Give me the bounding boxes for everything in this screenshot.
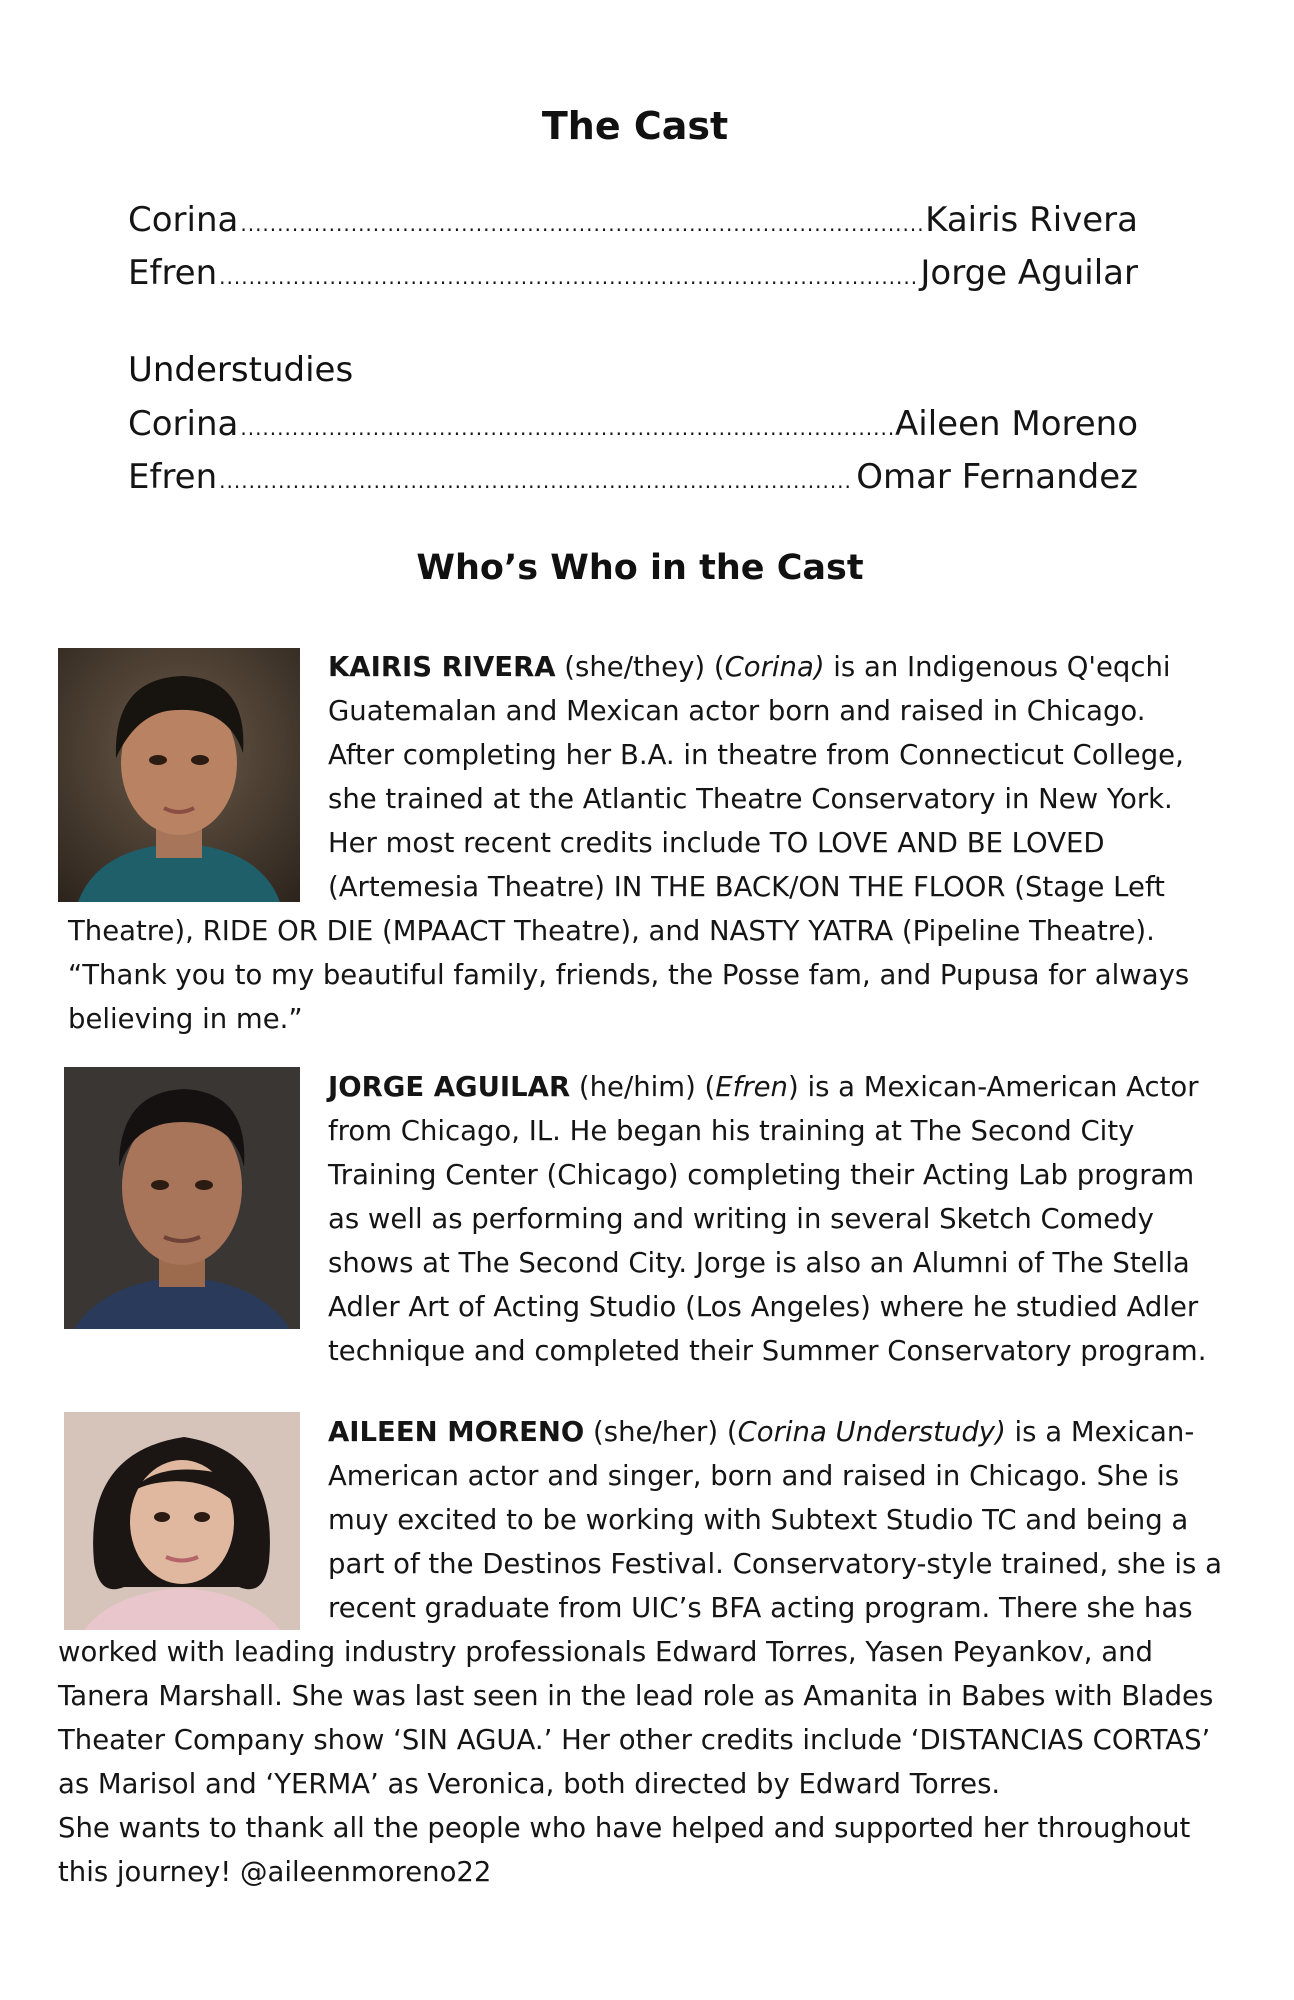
- bio-kairis-rivera-continued: [68, 909, 1189, 1041]
- bio-aileen-moreno: [328, 1410, 1222, 1630]
- bio-line: After completing her B.A. in theatre from Connecticut College,: [328, 739, 1184, 771]
- cast-row-efren: [128, 253, 1138, 293]
- bio-line: Theater Company show ‘SIN AGUA.’ Her other credits include ‘DISTANCIAS CORTAS’: [58, 1724, 1211, 1756]
- understudy-row-efren: [128, 457, 1138, 497]
- bio-line: (Artemesia Theatre) IN THE BACK/ON THE FLOOR (Stage Left: [328, 871, 1165, 903]
- bio-line: worked with leading industry professionals Edward Torres, Yasen Peyankov, and: [58, 1636, 1154, 1668]
- role-name: Efren: [128, 253, 218, 293]
- actor-name: Jorge Aguilar: [920, 253, 1138, 293]
- bio-line: American actor and singer, born and raised in Chicago. She is: [328, 1460, 1180, 1492]
- bio-role: Corina): [724, 651, 825, 683]
- role-name: Corina: [128, 404, 239, 444]
- bio-role: Corina Understudy): [737, 1416, 1006, 1448]
- bio-line: Her most recent credits include TO LOVE AND BE LOVED: [328, 827, 1105, 859]
- bio-line: as Marisol and ‘YERMA’ as Veronica, both directed by Edward Torres.: [58, 1768, 1001, 1800]
- bio-line: believing in me.”: [68, 1003, 303, 1035]
- actor-name: Kairis Rivera: [925, 200, 1138, 240]
- whos-who-title: Who’s Who in the Cast: [416, 548, 864, 588]
- bio-jorge-aguilar: [328, 1065, 1206, 1373]
- bio-line: from Chicago, IL. He began his training at The Second City: [328, 1115, 1135, 1147]
- bio-name: KAIRIS RIVERA: [328, 651, 556, 683]
- headshot-jorge-aguilar: [64, 1067, 300, 1329]
- cast-row-corina: [128, 200, 1138, 240]
- actor-name: Aileen Moreno: [895, 404, 1138, 444]
- bio-line: Training Center (Chicago) completing their Acting Lab program: [328, 1159, 1195, 1191]
- bio-line: “Thank you to my beautiful family, friends, the Posse fam, and Pupusa for always: [68, 959, 1190, 991]
- bio-text: is an Indigenous Q'eqchi: [824, 651, 1171, 683]
- bio-line: She wants to thank all the people who have helped and supported her throughout: [58, 1812, 1191, 1844]
- headshot-kairis-rivera: [58, 648, 300, 902]
- bio-first-line: [328, 645, 1184, 689]
- bio-line: as well as performing and writing in several Sketch Comedy: [328, 1203, 1154, 1235]
- bio-line: Guatemalan and Mexican actor born and raised in Chicago.: [328, 695, 1146, 727]
- bio-line: Adler Art of Acting Studio (Los Angeles) where he studied Adler: [328, 1291, 1199, 1323]
- page-title: The Cast: [541, 104, 729, 148]
- bio-text: is a Mexican-: [1005, 1416, 1195, 1448]
- bio-line: shows at The Second City. Jorge is also an Alumni of The Stella: [328, 1247, 1190, 1279]
- actor-name: Omar Fernandez: [856, 457, 1138, 497]
- bio-kairis-rivera: [328, 645, 1184, 909]
- bio-line: recent graduate from UIC’s BFA acting program. There she has: [328, 1592, 1193, 1624]
- dot-leader: [240, 212, 923, 236]
- bio-pronouns: (she/her) (: [584, 1416, 738, 1448]
- bio-line: technique and completed their Summer Conservatory program.: [328, 1335, 1207, 1367]
- bio-aileen-moreno-continued: [58, 1630, 1213, 1894]
- bio-name: JORGE AGUILAR: [328, 1071, 571, 1103]
- dot-leader: [219, 469, 854, 493]
- dot-leader: [219, 265, 918, 289]
- bio-line: part of the Destinos Festival. Conservatory-style trained, she is a: [328, 1548, 1222, 1580]
- bio-pronouns: (he/him) (: [570, 1071, 716, 1103]
- role-name: Efren: [128, 457, 218, 497]
- bio-line: Tanera Marshall. She was last seen in the lead role as Amanita in Babes with Blades: [58, 1680, 1214, 1712]
- bio-role: Efren: [715, 1071, 788, 1103]
- bio-line: this journey! @aileenmoreno22: [58, 1856, 492, 1888]
- role-name: Corina: [128, 200, 239, 240]
- bio-first-line: [328, 1410, 1222, 1454]
- bio-line: muy excited to be working with Subtext Studio TC and being a: [328, 1504, 1189, 1536]
- bio-pronouns: (she/they) (: [555, 651, 725, 683]
- bio-line: she trained at the Atlantic Theatre Conservatory in New York.: [328, 783, 1173, 815]
- bio-line: Theatre), RIDE OR DIE (MPAACT Theatre), and NASTY YATRA (Pipeline Theatre).: [68, 915, 1155, 947]
- dot-leader: [240, 416, 893, 440]
- bio-name: AILEEN MORENO: [328, 1416, 585, 1448]
- bio-first-line: [328, 1065, 1206, 1109]
- understudy-row-corina: [128, 404, 1138, 444]
- headshot-aileen-moreno: [64, 1412, 300, 1630]
- understudies-label: Understudies: [128, 350, 354, 390]
- bio-text: ) is a Mexican-American Actor: [787, 1071, 1199, 1103]
